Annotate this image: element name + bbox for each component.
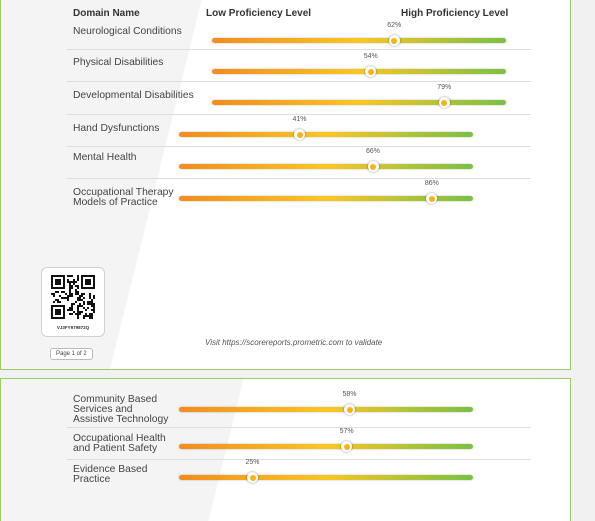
percent-label: 62% (387, 22, 402, 29)
score-report-page-2 (0, 378, 571, 521)
page-indicator: Page 1 of 2 (50, 348, 93, 360)
proficiency-bar (179, 180, 473, 201)
domain-row (67, 146, 531, 179)
proficiency-marker (294, 129, 305, 140)
validation-qr-card (41, 267, 105, 337)
percent-label: 66% (366, 148, 381, 155)
domain-label: Neurological Conditions (73, 26, 182, 37)
proficiency-marker (389, 35, 400, 46)
qr-code-icon[interactable] (51, 275, 95, 319)
proficiency-bar (179, 116, 473, 137)
percent-label: 54% (363, 53, 378, 60)
domain-row (67, 459, 531, 499)
domain-label: Hand Dysfunctions (73, 123, 160, 134)
proficiency-bar (179, 148, 473, 169)
proficiency-bar (179, 459, 473, 480)
low-proficiency-header: Low Proficiency Level (206, 8, 312, 19)
percent-label: 41% (292, 116, 307, 123)
domain-row (67, 49, 531, 82)
proficiency-bar (212, 53, 506, 74)
domain-row (67, 114, 531, 147)
domain-row (67, 178, 531, 218)
proficiency-marker (426, 193, 437, 204)
proficiency-bar (212, 84, 506, 105)
proficiency-bar (179, 391, 473, 412)
domain-name-header: Domain Name (73, 8, 140, 19)
proficiency-marker (341, 441, 352, 452)
proficiency-marker (344, 404, 355, 415)
domain-row (67, 81, 531, 115)
proficiency-bar (179, 428, 473, 449)
domain-label: Mental Health (73, 152, 137, 163)
percent-label: 58% (342, 391, 357, 398)
validation-link-text[interactable]: Visit https://scorereports.prometric.com to validate (205, 338, 383, 347)
domain-label: Evidence Based Practice (73, 464, 148, 485)
domain-label: Developmental Disabilities (73, 90, 194, 101)
high-proficiency-header: High Proficiency Level (401, 8, 509, 19)
proficiency-bar (212, 22, 506, 43)
domain-label: Occupational Health and Patient Safety (73, 433, 166, 454)
proficiency-marker (439, 97, 450, 108)
proficiency-marker (247, 472, 258, 483)
percent-label: 79% (437, 84, 452, 91)
percent-label: 57% (339, 428, 354, 435)
domain-row (67, 427, 531, 460)
proficiency-marker (368, 161, 379, 172)
domain-row (67, 21, 531, 50)
percent-label: 25% (245, 459, 260, 466)
domain-row (67, 389, 531, 428)
qr-code-text: VJ3FY979872Q (56, 325, 90, 330)
domain-label: Occupational Therapy Models of Practice (73, 187, 174, 208)
percent-label: 86% (424, 180, 439, 187)
proficiency-marker (365, 66, 376, 77)
domain-label: Physical Disabilities (73, 57, 164, 68)
domain-label: Community Based Services and Assistive Technology (73, 394, 169, 425)
